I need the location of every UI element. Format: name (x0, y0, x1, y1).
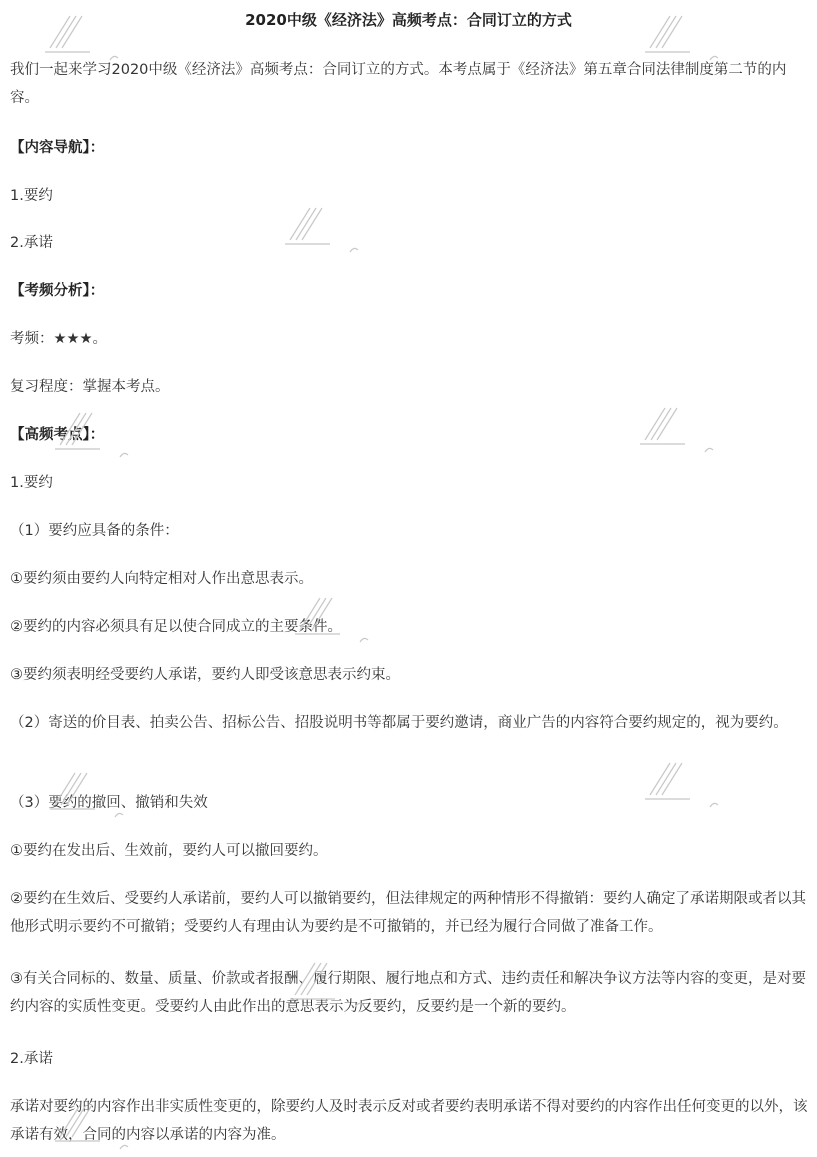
article-title: 2020中级《经济法》高频考点：合同订立的方式 (245, 11, 572, 29)
frequency-text: 考频：★★★。 (10, 331, 107, 347)
acceptance-paragraph: 承诺对要约的内容作出非实质性变更的，除要约人及时表示反对或者要约表明承诺不得对要约的内容作出任何变更的以外，该承诺有效，合同的内容以承诺的内容为准。 (10, 1099, 808, 1143)
invitation-paragraph: （2）寄送的价目表、拍卖公告、招标公告、招股说明书等都属于要约邀请，商业广告的内容符合要约规定的，视为要约。 (10, 715, 788, 731)
offer-title: 1.要约 (10, 475, 53, 491)
review-level-text: 复习程度：掌握本考点。 (10, 379, 170, 395)
nav-heading: 【内容导航】： (10, 140, 105, 156)
analysis-heading: 【考频分析】： (10, 283, 105, 299)
condition-2: ②要约的内容必须具有足以使合同成立的主要条件。 (10, 619, 342, 635)
revoke-2: ②要约在生效后、受要约人承诺前，要约人可以撤销要约，但法律规定的两种情形不得撤销：要约人确定了承诺期限或者以其他形式明示要约不可撤销；受要约人有理由认为要约是不可撤销的，并已经为履行合同做了准备工作。 (10, 891, 806, 935)
conditions-title: （1）要约应具备的条件： (10, 523, 179, 539)
condition-1: ①要约须由要约人向特定相对人作出意思表示。 (10, 571, 313, 587)
acceptance-title: 2.承诺 (10, 1051, 53, 1067)
nav-item-offer: 1.要约 (10, 188, 53, 204)
revoke-3: ③有关合同标的、数量、质量、价款或者报酬、履行期限、履行地点和方式、违约责任和解决争议方法等内容的变更，是对要约内容的实质性变更。受要约人由此作出的意思表示为反要约，反要约是一个新的要约。 (10, 971, 806, 1015)
condition-3: ③要约须表明经受要约人承诺，要约人即受该意思表示约束。 (10, 667, 400, 683)
intro-paragraph: 我们一起来学习2020中级《经济法》高频考点：合同订立的方式。本考点属于《经济法》第五章合同法律制度第二节的内容。 (10, 62, 787, 106)
points-heading: 【高频考点】： (10, 427, 105, 443)
nav-item-acceptance: 2.承诺 (10, 235, 53, 251)
revoke-title: （3）要约的撤回、撤销和失效 (10, 795, 208, 811)
revoke-1: ①要约在发出后、生效前，要约人可以撤回要约。 (10, 843, 328, 859)
